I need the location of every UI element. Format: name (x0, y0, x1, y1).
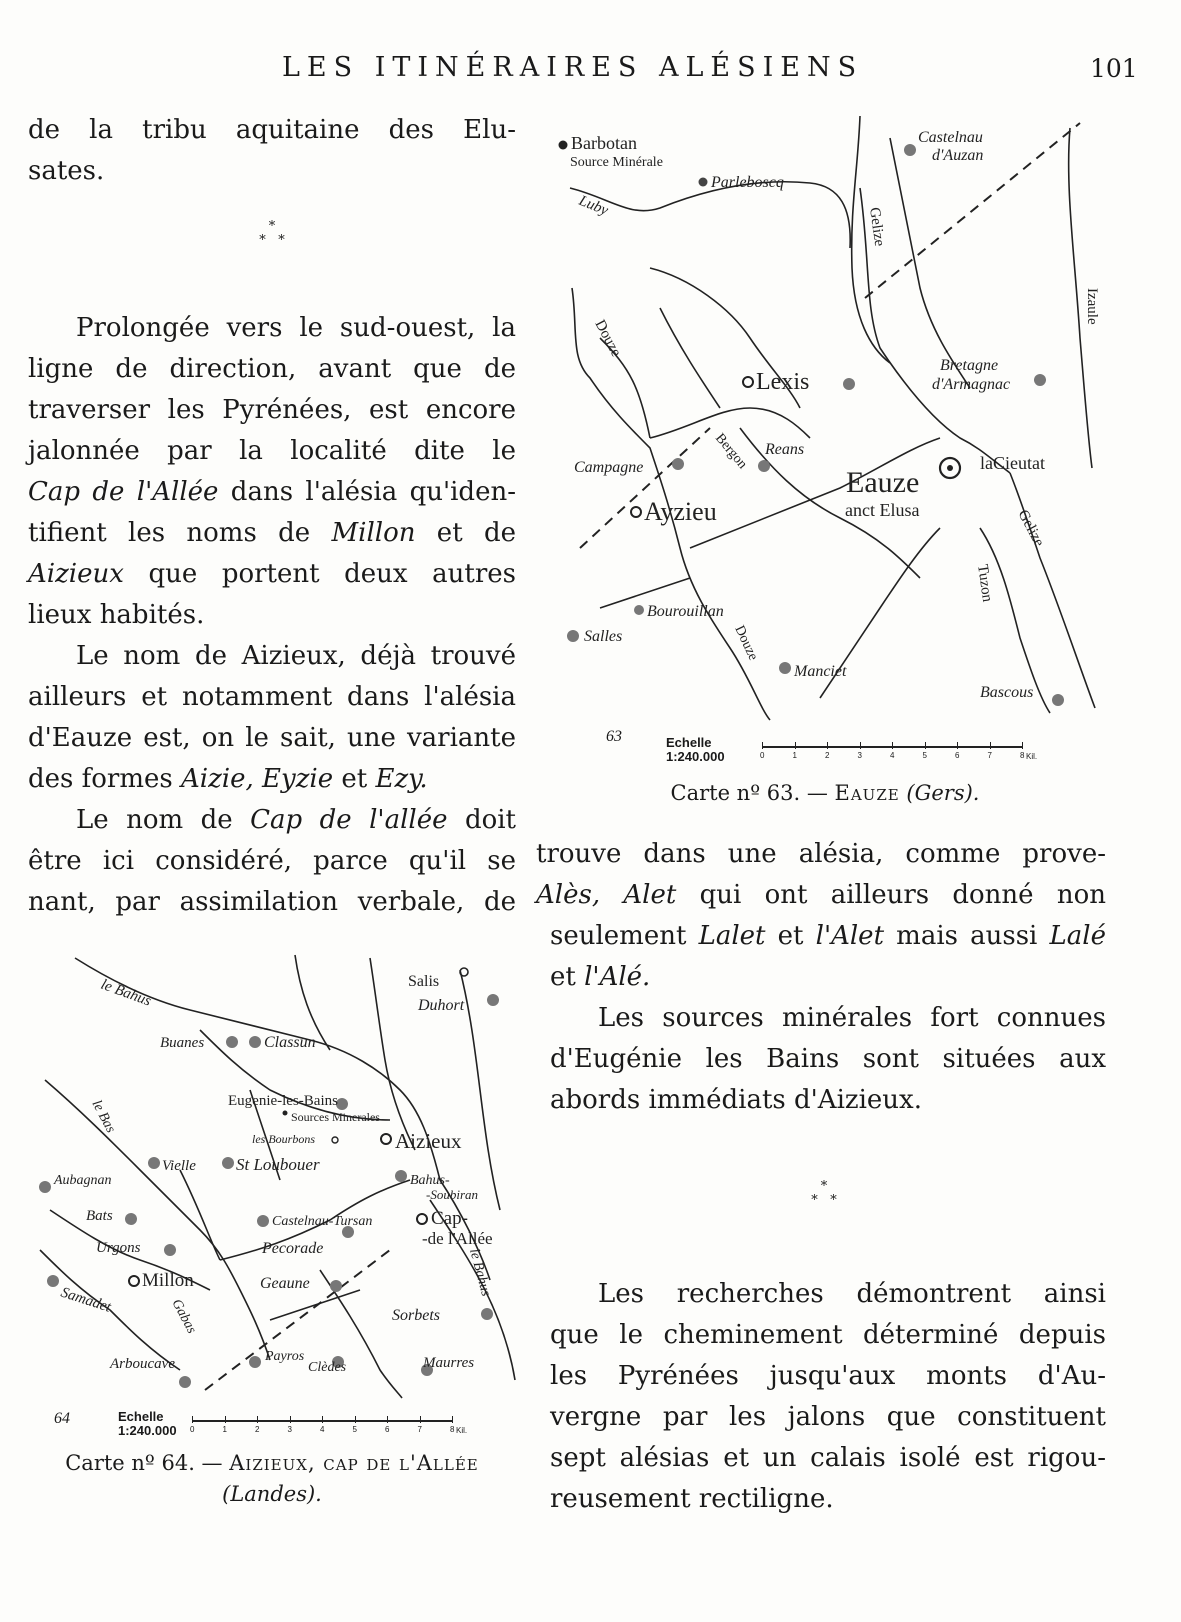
river-label: Izaule (1084, 288, 1100, 325)
text-line: de la tribu aquitaine des Elu- (28, 115, 516, 145)
place-label: Manciet (794, 663, 847, 680)
place-marker (417, 1214, 427, 1224)
river-label: Luby (576, 192, 611, 219)
scale-tick (257, 1416, 258, 1423)
river (460, 970, 500, 1210)
text-line: ailleurs et notamment dans l'alésia (28, 682, 516, 712)
scale-ticks (760, 751, 1025, 763)
place-label: d'Auzan (932, 147, 984, 164)
river-label: le Bas (88, 1097, 118, 1136)
text-line: et l'Alé. (550, 962, 651, 992)
caption-63: Carte nº 63. — Eauze (Gers). (670, 781, 980, 805)
place-label: Cap- (431, 1208, 468, 1229)
place-marker (1034, 374, 1046, 386)
text-line: vergne par les jalons que constituent (550, 1402, 1106, 1432)
scale-tick-label: 4 (890, 751, 895, 760)
scale-tick-label: 4 (320, 1425, 325, 1434)
scale-unit: Kil. (456, 1426, 468, 1435)
text-line: reusement rectiligne. (550, 1484, 834, 1514)
scale-tick-label: 8 (1020, 751, 1025, 760)
river (40, 1250, 180, 1370)
scale-tick-label: 6 (955, 751, 960, 760)
place-label: -de l'Allée (422, 1229, 493, 1248)
river (650, 408, 810, 438)
river (1010, 473, 1095, 708)
place-marker (381, 1134, 391, 1144)
text-line: d'Eugénie les Bains sont situées aux (550, 1044, 1106, 1074)
place-label: Castelnau-Tursan (272, 1214, 373, 1229)
place-label: les Bourbons (252, 1132, 315, 1146)
place-marker (330, 1280, 342, 1292)
river-label: Douze (591, 317, 624, 360)
text-line: traverser les Pyrénées, est encore (28, 395, 516, 425)
place-marker (699, 178, 708, 187)
place-label: Pecorade (262, 1240, 324, 1257)
scale-label: Echelle (118, 1409, 164, 1424)
text-line: trouve dans une alésia, comme prove- (536, 839, 1106, 869)
text-line: Prolongée vers le sud-ouest, la (76, 313, 516, 343)
place-label: Vielle (162, 1158, 196, 1174)
scale-tick (925, 742, 926, 749)
place-label: Geaune (260, 1275, 310, 1292)
river-label: le Bahus (466, 1247, 494, 1298)
text-line: que le cheminement déterminé depuis (550, 1320, 1106, 1350)
river (570, 182, 850, 248)
place-label: Sorbets (392, 1307, 440, 1324)
text-line: Le nom de Cap de l'allée doit (76, 805, 517, 835)
text-line: lieux habités. (28, 600, 205, 630)
place-label: Bats (86, 1208, 113, 1224)
place-label: St Loubouer (236, 1155, 320, 1174)
place-marker (249, 1036, 261, 1048)
place-label: Classun (264, 1034, 316, 1051)
map-number: 63 (606, 728, 622, 745)
city-label: Eauze (846, 466, 920, 499)
place-marker (222, 1157, 234, 1169)
place-label: Arboucave (110, 1356, 175, 1372)
place-label: Buanes (160, 1035, 205, 1051)
place-marker (129, 1276, 139, 1286)
scale-unit: Kil. (1026, 752, 1038, 761)
river-label: Douze (731, 623, 761, 663)
place-marker (332, 1137, 338, 1143)
scale-tick (1022, 742, 1023, 749)
caption-64: Carte nº 64. — Aizieux, cap de l'Allée (Landes). (65, 1451, 479, 1506)
text-line: seulement Lalet et l'Alet mais aussi Lalé (550, 921, 1106, 951)
scale-tick-label: 8 (450, 1425, 455, 1434)
text-line: jalonnée par la localité dite le (28, 436, 516, 466)
place-label: Clèdes (308, 1360, 347, 1375)
section-stars: * * * (811, 1179, 837, 1208)
left-body (28, 308, 516, 923)
text-line: Les sources minérales fort connues (598, 1003, 1106, 1033)
text-line: Les recherches démontrent ainsi (598, 1279, 1106, 1309)
place-label: Bretagne (940, 357, 999, 374)
river-label: le Bahus (98, 976, 154, 1010)
place-marker (283, 1111, 288, 1116)
left-intro (28, 110, 516, 192)
river-label: Gelize (1014, 507, 1047, 550)
place-label: Millon (142, 1270, 194, 1291)
place-label: Lexis (756, 369, 810, 395)
place-label: anct Elusa (845, 500, 920, 520)
scale-tick (860, 742, 861, 749)
text-line: Aizieux que portent deux autres (28, 559, 516, 589)
scale-tick-label: 7 (417, 1425, 422, 1434)
place-label: Parleboscq (711, 174, 784, 191)
place-label: Ayzieu (644, 497, 717, 526)
place-marker (481, 1308, 493, 1320)
place-label: Bourouillan (647, 603, 724, 620)
text-line: Alès, Alet qui ont ailleurs donné non (536, 880, 1106, 910)
place-marker (487, 994, 499, 1006)
scale-tick-label: 5 (922, 751, 927, 760)
place-marker (567, 630, 579, 642)
river (45, 1080, 270, 1360)
place-label: -Soubiran (426, 1187, 478, 1202)
place-label: Salis (408, 973, 440, 990)
map-63-markers (559, 141, 1065, 707)
scale-tick (355, 1416, 356, 1423)
river (660, 308, 720, 408)
scale-tick (322, 1416, 323, 1423)
place-label: d'Armagnac (932, 376, 1011, 393)
text-line: les Pyrénées jusqu'aux monts d'Au- (550, 1361, 1106, 1391)
place-marker (179, 1376, 191, 1388)
text-line: tifient les noms de Millon et de (28, 518, 516, 548)
scale-tick-label: 2 (255, 1425, 260, 1434)
scale-tick (420, 1416, 421, 1423)
place-label: Samadet (58, 1284, 113, 1316)
right-body (550, 916, 1106, 1121)
place-label: Duhort (418, 997, 465, 1014)
text-line: Le nom de Aizieux, déjà trouvé (76, 641, 516, 671)
place-marker (843, 378, 855, 390)
scale-ratio: 1:240.000 (118, 1423, 177, 1438)
scale-tick-label: 1 (222, 1425, 227, 1434)
text-line: abords immédiats d'Aizieux. (550, 1085, 922, 1115)
place-marker (634, 605, 644, 615)
place-label: Source Minérale (570, 155, 663, 170)
scale-tick (957, 742, 958, 749)
text-line: sates. (28, 156, 105, 186)
place-label: Aubagnan (54, 1173, 112, 1188)
scale-tick-label: 0 (760, 751, 765, 760)
river (890, 138, 970, 388)
text-line: Cap de l'Allée dans l'alésia qu'iden- (28, 477, 516, 507)
text-line: être ici considéré, parce qu'il se (28, 846, 516, 876)
place-marker (758, 460, 770, 472)
river-label: Gelize (866, 206, 888, 248)
place-marker (743, 377, 753, 387)
place-label: Reans (765, 441, 805, 458)
scale-tick (762, 742, 763, 749)
place-marker (249, 1356, 261, 1368)
right-continuation (536, 834, 1106, 916)
place-label: Sources Minerales (291, 1110, 380, 1124)
place-marker (395, 1170, 407, 1182)
place-marker (631, 507, 641, 517)
section-stars: * * * (259, 219, 285, 248)
text-line: des formes Aizie, Eyzie et Ezy. (28, 764, 428, 794)
scale-tick-label: 5 (352, 1425, 357, 1434)
scale-tick (452, 1416, 453, 1423)
place-marker (559, 141, 568, 150)
place-marker (257, 1215, 269, 1227)
map-64-labels (53, 973, 493, 1375)
alignment-line (580, 428, 710, 548)
right-final (550, 1274, 1106, 1520)
scale-tick-label: 2 (825, 751, 830, 760)
map-number: 64 (54, 1410, 70, 1427)
place-marker (779, 662, 791, 674)
scale-tick-label: 3 (857, 751, 862, 760)
place-marker (1052, 694, 1064, 706)
text-line: ligne de direction, avant que de (28, 354, 516, 384)
river-label: Tuzon (974, 563, 996, 603)
scale-tick-label: 6 (385, 1425, 390, 1434)
scale-tick (990, 742, 991, 749)
alignment-line (205, 1250, 390, 1390)
map-63-labels (570, 129, 1100, 701)
text-line: d'Eauze est, on le sait, une variante (28, 723, 516, 753)
place-marker (125, 1213, 137, 1225)
place-marker (148, 1157, 160, 1169)
scale-tick (192, 1416, 193, 1423)
scale-tick (225, 1416, 226, 1423)
river (270, 1290, 360, 1320)
place-label: Urgons (96, 1240, 141, 1256)
scale-label: Echelle (666, 735, 712, 750)
scale-tick-label: 7 (987, 751, 992, 760)
place-marker (39, 1181, 51, 1193)
place-label: laCieutat (980, 453, 1045, 473)
scale-tick-label: 3 (287, 1425, 292, 1434)
river-label: Bergon (711, 430, 750, 472)
place-label: Eugenie-les-Bains (228, 1093, 338, 1109)
scale-tick (290, 1416, 291, 1423)
page-number: 101 (1090, 54, 1138, 83)
place-marker (164, 1244, 176, 1256)
place-label: Maurres (423, 1355, 475, 1371)
map-63-rivers (570, 116, 1095, 720)
city-marker (947, 465, 953, 471)
text-line: sept alésias et un calais isolé est rigou- (550, 1443, 1106, 1473)
map-63-eauze (540, 108, 1110, 728)
river-label: Gabas (168, 1296, 199, 1337)
scale-tick-label: 1 (792, 751, 797, 760)
place-marker (904, 144, 916, 156)
scale-ratio: 1:240.000 (666, 749, 725, 764)
scale-tick (795, 742, 796, 749)
running-title: LES ITINÉRAIRES ALÉSIENS (282, 52, 864, 83)
place-label: Bahus- (410, 1173, 450, 1188)
place-marker (47, 1275, 59, 1287)
place-label: Payros (265, 1349, 305, 1364)
scale-tick (387, 1416, 388, 1423)
scale-tick-label: 0 (190, 1425, 195, 1434)
place-label: Bascous (980, 684, 1034, 701)
text-line: nant, par assimilation verbale, de (28, 887, 516, 917)
map-64-aizieux (30, 950, 530, 1400)
place-label: Salles (584, 628, 623, 645)
scale-tick (892, 742, 893, 749)
scale-tick (827, 742, 828, 749)
place-label: Campagne (574, 459, 644, 476)
scale-ticks (190, 1425, 455, 1437)
place-marker (226, 1036, 238, 1048)
place-label: Castelnau (918, 129, 983, 146)
place-label: Barbotan (571, 133, 637, 153)
place-label: Aizieux (395, 1129, 462, 1153)
place-marker (672, 458, 684, 470)
